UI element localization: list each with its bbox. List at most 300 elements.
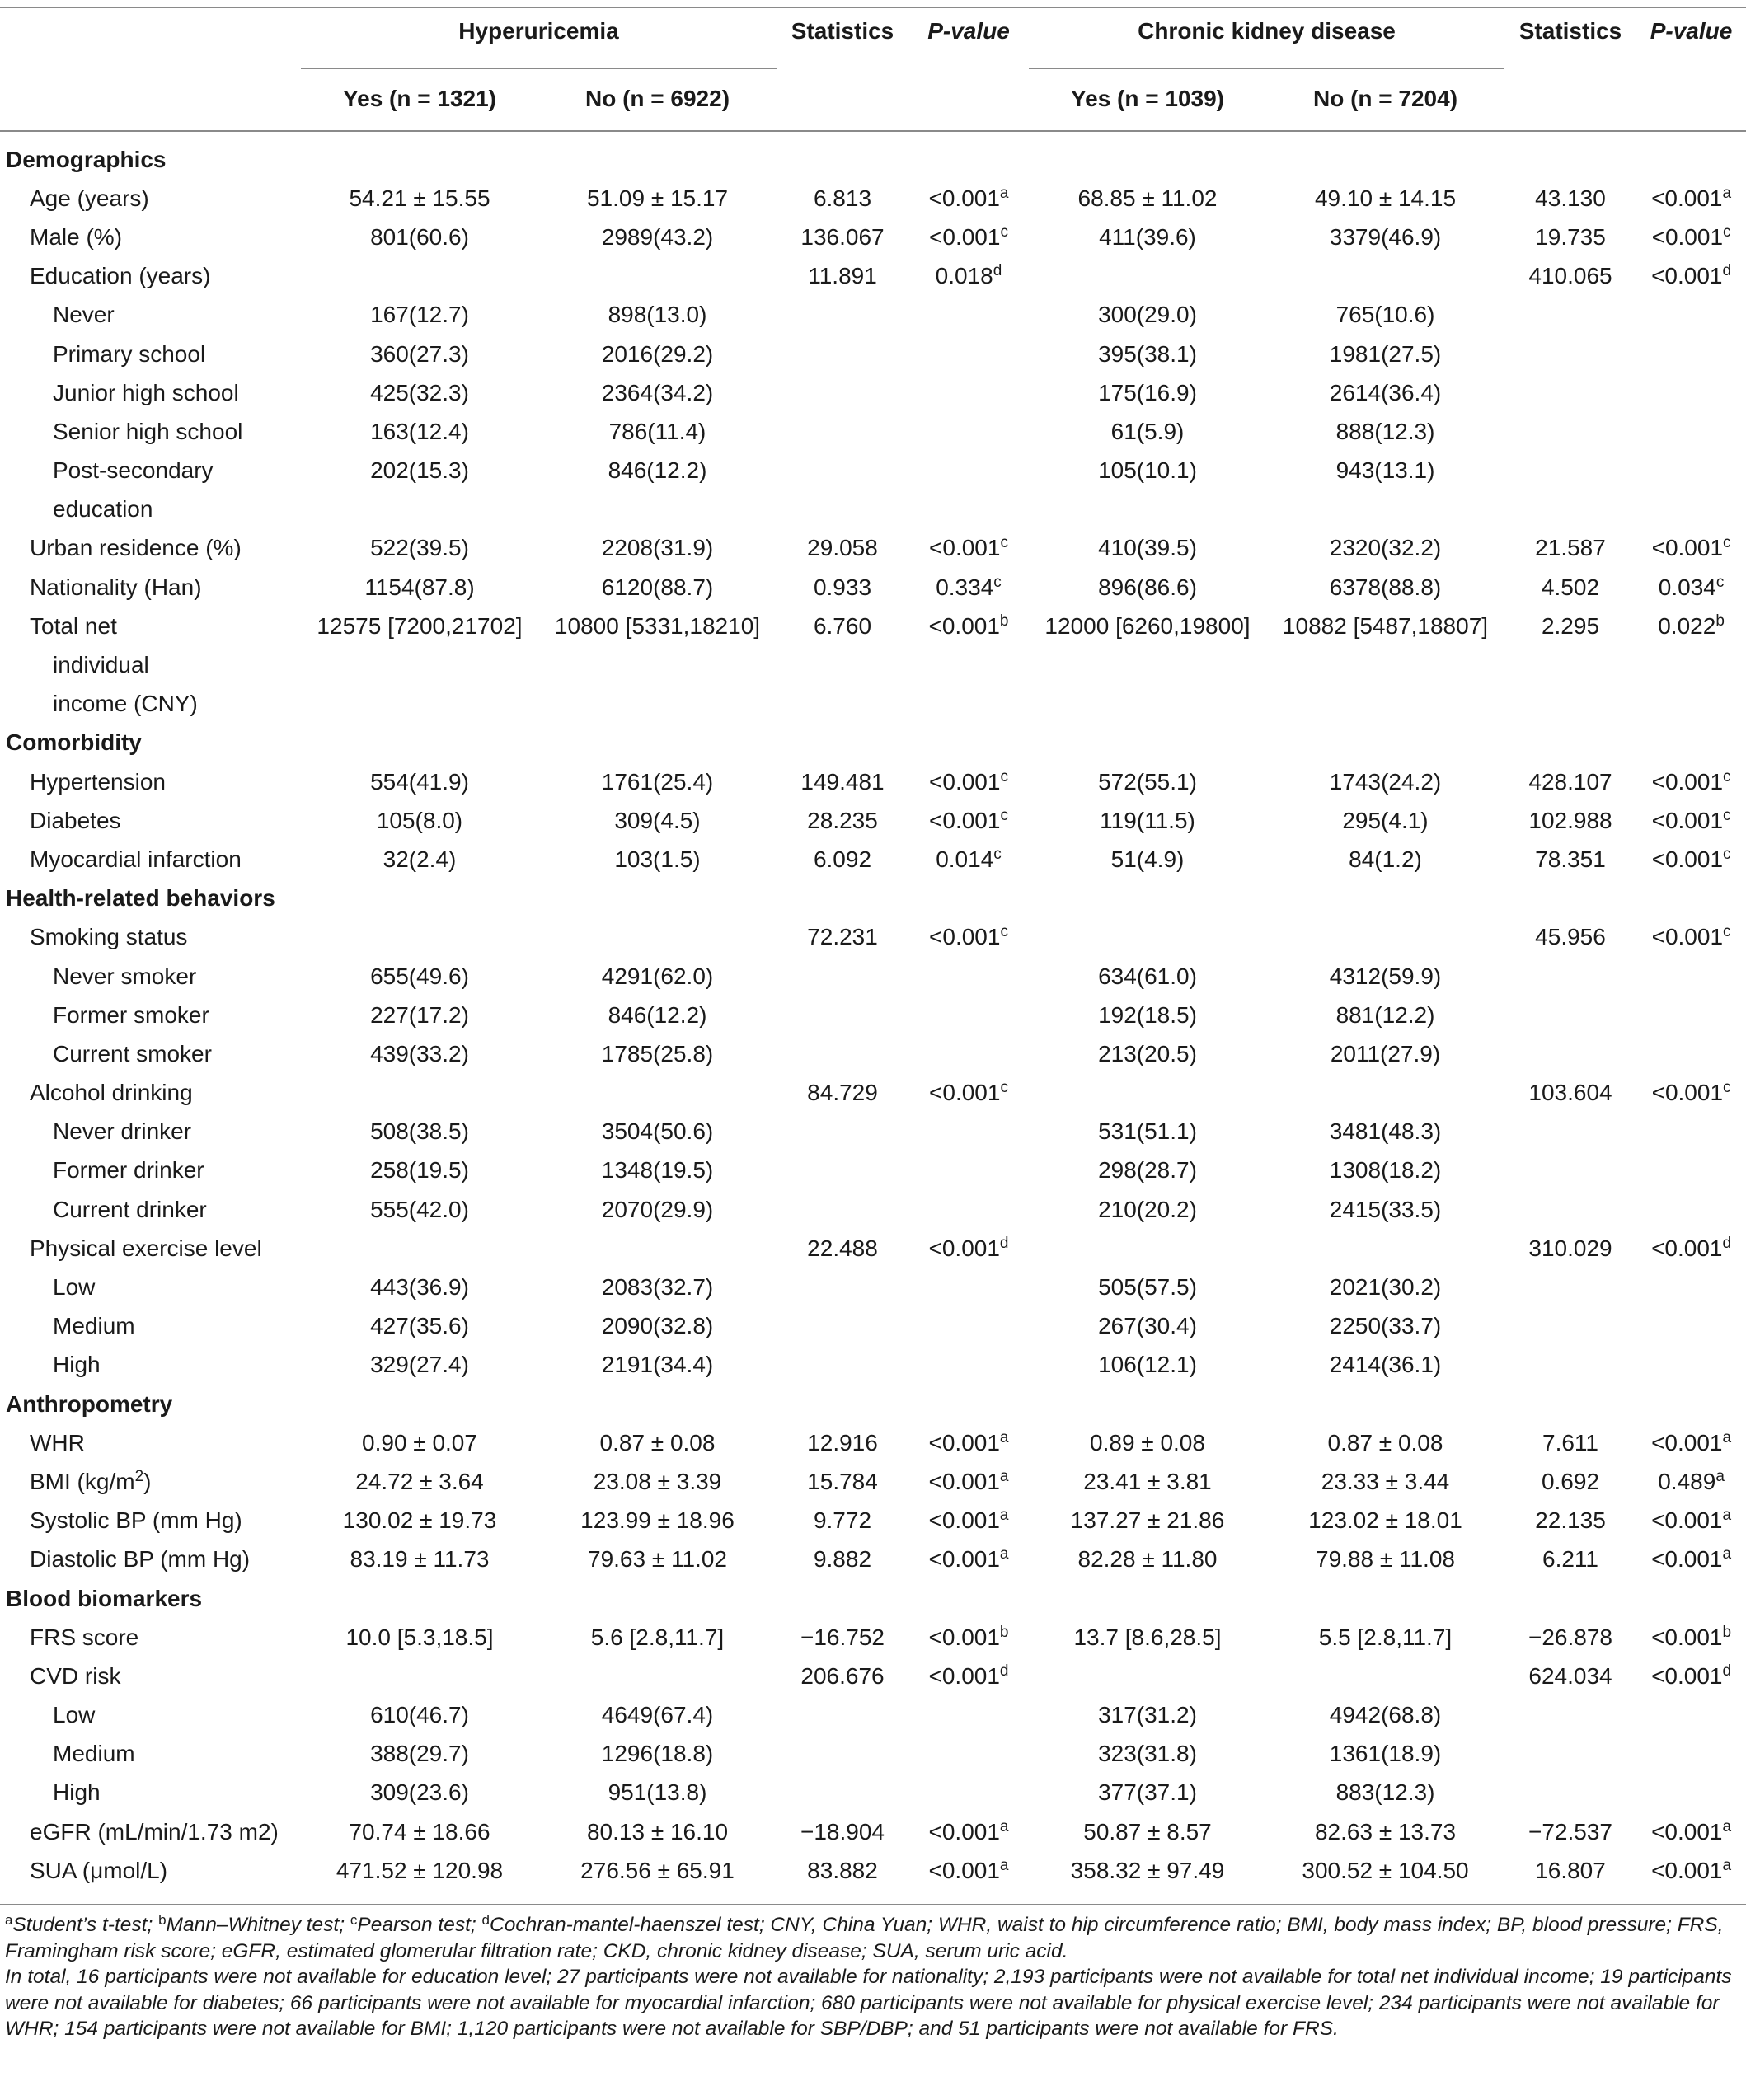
row-label — [0, 1307, 301, 1346]
test-marker: c — [1723, 806, 1731, 824]
hyperuricemia-no-cell — [538, 179, 777, 218]
header-pvalue-1-text: P-value — [927, 18, 1010, 44]
hyperuricemia-statistic-cell — [777, 1851, 908, 1890]
hyperuricemia-statistic-cell — [777, 1307, 908, 1346]
ckd-yes-cell — [1029, 490, 1266, 529]
hyperuricemia-statistic-cell — [777, 1462, 908, 1501]
cell-value: 439(33.2) — [370, 1040, 469, 1066]
cell-value: <0.001 — [1651, 1662, 1723, 1689]
cell-value: 11.891 — [808, 263, 877, 289]
table-row — [0, 996, 1746, 1034]
test-marker: c — [993, 845, 1002, 863]
ckd-no-cell — [1266, 1229, 1504, 1268]
test-marker: a — [999, 184, 1009, 202]
ckd-no-cell — [1266, 179, 1504, 218]
cell-value: 1761(25.4) — [601, 768, 714, 795]
table-row — [0, 1735, 1746, 1774]
row-label — [0, 1774, 301, 1812]
test-marker: d — [1722, 1234, 1732, 1252]
cell-value: 3379(46.9) — [1329, 223, 1442, 250]
table-row — [0, 1113, 1746, 1151]
test-marker: a — [999, 1545, 1009, 1563]
cell-value: 0.933 — [813, 574, 872, 600]
cell-value: <0.001 — [1651, 1507, 1723, 1534]
ckd-statistic-cell — [1504, 1696, 1636, 1735]
ckd-statistic-cell — [1504, 179, 1636, 218]
test-marker: a — [1722, 1856, 1732, 1874]
ckd-yes-cell — [1029, 762, 1266, 801]
cell-value: 10882 [5487,18807] — [1282, 612, 1489, 639]
ckd-statistic-cell — [1504, 1113, 1636, 1151]
row-label — [0, 840, 301, 879]
cell-value: 102.988 — [1528, 807, 1612, 833]
ckd-pvalue-cell — [1636, 1034, 1746, 1073]
group-rule-hyperuricemia — [301, 68, 777, 69]
ckd-yes-cell — [1029, 529, 1266, 568]
row-label-text: Systolic BP (mm Hg) — [30, 1507, 242, 1534]
cell-value: 309(23.6) — [370, 1779, 469, 1806]
cell-value: <0.001 — [928, 1857, 1000, 1883]
cell-value: 9.772 — [813, 1507, 872, 1534]
cell-value: 61(5.9) — [1110, 418, 1185, 444]
cell-value: 12.916 — [807, 1429, 878, 1455]
ckd-pvalue-cell — [1636, 645, 1746, 684]
cell-value: 15.784 — [807, 1468, 878, 1494]
cell-value: <0.001 — [1651, 924, 1724, 950]
data-table — [0, 140, 1746, 1890]
section-heading — [0, 1385, 1746, 1423]
hyperuricemia-statistic-cell — [777, 1151, 908, 1190]
table-row — [0, 685, 1746, 724]
hyperuricemia-yes-cell — [301, 412, 538, 451]
ckd-statistic-cell — [1504, 957, 1636, 996]
cell-value: <0.001 — [1651, 1546, 1723, 1573]
row-label — [0, 996, 301, 1034]
cell-value: <0.001 — [1651, 846, 1724, 872]
test-marker: a — [1722, 1507, 1732, 1525]
ckd-no-cell — [1266, 568, 1504, 607]
hyperuricemia-yes-cell — [301, 257, 538, 296]
hyperuricemia-yes-cell — [301, 1540, 538, 1579]
ckd-no-cell — [1266, 1034, 1504, 1073]
test-marker: a — [999, 1817, 1009, 1835]
row-label-text: SUA (μmol/L) — [30, 1857, 168, 1883]
hyperuricemia-statistic-cell — [777, 1268, 908, 1306]
hyperuricemia-no-cell — [538, 1151, 777, 1190]
hyperuricemia-yes-cell — [301, 762, 538, 801]
hyperuricemia-yes-cell — [301, 685, 538, 724]
cell-value: 428.107 — [1528, 768, 1612, 795]
test-marker: c — [1000, 223, 1008, 241]
cell-value: 210(20.2) — [1098, 1196, 1197, 1222]
hyperuricemia-yes-cell — [301, 179, 538, 218]
cell-value: 2070(29.9) — [601, 1196, 714, 1222]
ckd-no-cell — [1266, 257, 1504, 296]
ckd-yes-cell — [1029, 296, 1266, 335]
cell-value: 309(4.5) — [614, 807, 701, 833]
cell-value: 276.56 ± 65.91 — [580, 1857, 735, 1883]
row-label-text: individual — [53, 652, 149, 678]
ckd-statistic-cell — [1504, 1618, 1636, 1657]
row-label-text: Never smoker — [53, 963, 197, 989]
cell-value: <0.001 — [1651, 1624, 1723, 1650]
ckd-no-cell — [1266, 1307, 1504, 1346]
cell-value: 12000 [6260,19800] — [1044, 612, 1251, 639]
row-label-text: BMI (kg/m — [30, 1468, 135, 1494]
header-pvalue-2-text: P-value — [1650, 18, 1733, 44]
cell-value: <0.001 — [928, 1624, 1000, 1650]
hyperuricemia-no-cell — [538, 645, 777, 684]
cell-value: <0.001 — [1651, 1818, 1723, 1845]
row-label — [0, 296, 301, 335]
cell-value: 2364(34.2) — [601, 379, 714, 405]
cell-value: 72.231 — [807, 924, 878, 950]
hyperuricemia-statistic-cell — [777, 996, 908, 1034]
cell-value: 522(39.5) — [370, 535, 469, 561]
hyperuricemia-no-cell — [538, 1074, 777, 1113]
ckd-no-cell — [1266, 1346, 1504, 1385]
header-yes-ckd: Yes (n = 1039) — [1070, 86, 1224, 111]
ckd-statistic-cell — [1504, 373, 1636, 412]
ckd-statistic-cell — [1504, 1423, 1636, 1462]
ckd-statistic-cell — [1504, 257, 1636, 296]
ckd-statistic-cell — [1504, 1462, 1636, 1501]
ckd-yes-cell — [1029, 1657, 1266, 1695]
cell-value: 4291(62.0) — [601, 963, 714, 989]
table-row — [0, 373, 1746, 412]
ckd-statistic-cell — [1504, 1502, 1636, 1540]
ckd-no-cell — [1266, 218, 1504, 256]
cell-value: 411(39.6) — [1099, 223, 1196, 250]
table-row — [0, 529, 1746, 568]
table-row — [0, 412, 1746, 451]
footnote-marker-d: d — [481, 1912, 490, 1928]
ckd-yes-cell — [1029, 685, 1266, 724]
cell-value: <0.001 — [929, 807, 1001, 833]
ckd-statistic-cell — [1504, 1268, 1636, 1306]
row-label — [0, 1812, 301, 1851]
hyperuricemia-pvalue-cell — [908, 1190, 1029, 1229]
hyperuricemia-statistic-cell — [777, 685, 908, 724]
hyperuricemia-statistic-cell — [777, 1034, 908, 1073]
table-row — [0, 1307, 1746, 1346]
cell-value: <0.001 — [928, 1235, 1000, 1261]
cell-value: 175(16.9) — [1098, 379, 1197, 405]
cell-value: 19.735 — [1535, 223, 1606, 250]
table-row — [0, 1502, 1746, 1540]
table-row — [0, 452, 1746, 490]
footnote-marker-c: c — [350, 1912, 358, 1928]
hyperuricemia-yes-cell — [301, 1034, 538, 1073]
hyperuricemia-pvalue-cell — [908, 1774, 1029, 1812]
ckd-no-cell — [1266, 1696, 1504, 1735]
cell-value: 471.52 ± 120.98 — [336, 1857, 504, 1883]
ckd-statistic-cell — [1504, 762, 1636, 801]
top-rule — [0, 7, 1746, 8]
cell-value: 6120(88.7) — [601, 574, 714, 600]
ckd-no-cell — [1266, 762, 1504, 801]
cell-value: 80.13 ± 16.10 — [586, 1818, 729, 1845]
row-label — [0, 257, 301, 296]
cell-value: 82.63 ± 13.73 — [1314, 1818, 1457, 1845]
row-label — [0, 1268, 301, 1306]
hyperuricemia-yes-cell — [301, 218, 538, 256]
hyperuricemia-yes-cell — [301, 1190, 538, 1229]
hyperuricemia-pvalue-cell — [908, 1696, 1029, 1735]
hyperuricemia-pvalue-cell — [908, 1151, 1029, 1190]
cell-value: 29.058 — [807, 535, 878, 561]
cell-value: 267(30.4) — [1098, 1313, 1197, 1339]
cell-value: 84.729 — [807, 1080, 878, 1106]
row-label — [0, 179, 301, 218]
cell-value: 425(32.3) — [370, 379, 469, 405]
table-row — [0, 1462, 1746, 1501]
cell-value: 7.611 — [1542, 1429, 1598, 1455]
row-label — [0, 529, 301, 568]
ckd-pvalue-cell — [1636, 1074, 1746, 1113]
hyperuricemia-no-cell — [538, 918, 777, 957]
cell-value: 54.21 ± 15.55 — [349, 185, 490, 211]
ckd-pvalue-cell — [1636, 1540, 1746, 1579]
hyperuricemia-pvalue-cell — [908, 1268, 1029, 1306]
hyperuricemia-pvalue-cell — [908, 490, 1029, 529]
ckd-pvalue-cell — [1636, 452, 1746, 490]
table-row — [0, 645, 1746, 684]
cell-value: 360(27.3) — [370, 340, 469, 367]
cell-value: <0.001 — [928, 1546, 1000, 1573]
cell-value: 943(13.1) — [1335, 457, 1435, 484]
ckd-pvalue-cell — [1636, 1113, 1746, 1151]
ckd-yes-cell — [1029, 1423, 1266, 1462]
cell-value: <0.001 — [928, 1507, 1000, 1534]
hyperuricemia-pvalue-cell — [908, 529, 1029, 568]
hyperuricemia-statistic-cell — [777, 801, 908, 840]
hyperuricemia-yes-cell — [301, 1151, 538, 1190]
row-label-text: WHR — [30, 1429, 85, 1455]
ckd-pvalue-cell — [1636, 568, 1746, 607]
ckd-statistic-cell — [1504, 1034, 1636, 1073]
cell-value: <0.001 — [929, 768, 1001, 795]
hyperuricemia-no-cell — [538, 452, 777, 490]
hyperuricemia-pvalue-cell — [908, 1346, 1029, 1385]
cell-value: 82.28 ± 11.80 — [1077, 1546, 1218, 1573]
hyperuricemia-pvalue-cell — [908, 918, 1029, 957]
row-label — [0, 1346, 301, 1385]
ckd-pvalue-cell — [1636, 801, 1746, 840]
test-marker: b — [1715, 612, 1725, 630]
ckd-pvalue-cell — [1636, 529, 1746, 568]
cell-value: 32(2.4) — [383, 846, 457, 872]
row-label — [0, 218, 301, 256]
test-marker: c — [1723, 534, 1731, 552]
cell-value: 123.02 ± 18.01 — [1308, 1507, 1462, 1534]
test-marker: c — [1000, 806, 1008, 824]
cell-value: <0.001 — [1651, 223, 1724, 250]
row-label-tail: ) — [143, 1468, 152, 1494]
cell-value: 22.135 — [1535, 1507, 1606, 1534]
cell-value: −26.878 — [1528, 1624, 1612, 1650]
ckd-pvalue-cell — [1636, 840, 1746, 879]
row-label-text: Medium — [53, 1741, 135, 1767]
cell-value: 298(28.7) — [1098, 1157, 1197, 1184]
row-label-text: Current smoker — [53, 1040, 212, 1066]
cell-value: 136.067 — [800, 223, 885, 250]
test-marker: b — [999, 612, 1009, 630]
cell-value: 0.692 — [1541, 1468, 1600, 1494]
hyperuricemia-pvalue-cell — [908, 296, 1029, 335]
footer-rule — [0, 1904, 1746, 1905]
cell-value: 531(51.1) — [1098, 1118, 1197, 1145]
cell-value: 2016(29.2) — [601, 340, 714, 367]
row-label — [0, 957, 301, 996]
cell-value: <0.001 — [929, 223, 1001, 250]
cell-value: 167(12.7) — [370, 302, 469, 328]
row-label-text: Physical exercise level — [30, 1235, 262, 1261]
row-label-text: Low — [53, 1702, 96, 1728]
row-label — [0, 1151, 301, 1190]
cell-value: 505(57.5) — [1098, 1274, 1197, 1301]
row-label-text: High — [53, 1352, 101, 1378]
ckd-statistic-cell — [1504, 918, 1636, 957]
hyperuricemia-statistic-cell — [777, 1735, 908, 1774]
cell-value: 883(12.3) — [1335, 1779, 1435, 1806]
test-marker: c — [1723, 845, 1731, 863]
table-row — [0, 1618, 1746, 1657]
hyperuricemia-yes-cell — [301, 452, 538, 490]
ckd-yes-cell — [1029, 1851, 1266, 1890]
row-label-text: Diastolic BP (mm Hg) — [30, 1546, 251, 1573]
ckd-statistic-cell — [1504, 1812, 1636, 1851]
row-label — [0, 1735, 301, 1774]
hyperuricemia-pvalue-cell — [908, 1502, 1029, 1540]
ckd-pvalue-cell — [1636, 607, 1746, 645]
ckd-statistic-cell — [1504, 1851, 1636, 1890]
ckd-yes-cell — [1029, 335, 1266, 373]
cell-value: 3504(50.6) — [601, 1118, 714, 1145]
ckd-no-cell — [1266, 529, 1504, 568]
hyperuricemia-no-cell — [538, 996, 777, 1034]
ckd-yes-cell — [1029, 1735, 1266, 1774]
test-marker: c — [1723, 923, 1731, 941]
section-row — [0, 1385, 1746, 1423]
hyperuricemia-statistic-cell — [777, 179, 908, 218]
cell-value: 300(29.0) — [1098, 302, 1197, 328]
ckd-yes-cell — [1029, 1307, 1266, 1346]
cell-value: 2011(27.9) — [1330, 1040, 1441, 1066]
cell-value: <0.001 — [929, 535, 1001, 561]
hyperuricemia-pvalue-cell — [908, 257, 1029, 296]
cell-value: 105(8.0) — [376, 807, 463, 833]
hyperuricemia-no-cell — [538, 1462, 777, 1501]
cell-value: 84(1.2) — [1349, 846, 1422, 872]
cell-value: −72.537 — [1528, 1818, 1612, 1845]
hyperuricemia-no-cell — [538, 1696, 777, 1735]
ckd-no-cell — [1266, 490, 1504, 529]
cell-value: <0.001 — [928, 1818, 1000, 1845]
ckd-no-cell — [1266, 918, 1504, 957]
row-label — [0, 1113, 301, 1151]
ckd-yes-cell — [1029, 452, 1266, 490]
header-no-ckd: No (n = 7204) — [1312, 86, 1458, 111]
cell-value: 45.956 — [1535, 924, 1606, 950]
cell-value: 2320(32.2) — [1329, 535, 1442, 561]
ckd-yes-cell — [1029, 179, 1266, 218]
row-label-text: Male (%) — [30, 223, 123, 250]
hyperuricemia-statistic-cell — [777, 1502, 908, 1540]
hyperuricemia-pvalue-cell — [908, 1851, 1029, 1890]
hyperuricemia-pvalue-cell — [908, 1113, 1029, 1151]
hyperuricemia-statistic-cell — [777, 1812, 908, 1851]
cell-value: 2083(32.7) — [601, 1274, 714, 1301]
row-label-text: Alcohol drinking — [30, 1080, 193, 1106]
hyperuricemia-pvalue-cell — [908, 762, 1029, 801]
hyperuricemia-yes-cell — [301, 957, 538, 996]
hyperuricemia-no-cell — [538, 335, 777, 373]
ckd-no-cell — [1266, 1618, 1504, 1657]
cell-value: 163(12.4) — [370, 418, 469, 444]
table-row — [0, 218, 1746, 256]
test-marker: c — [1000, 767, 1008, 785]
cell-value: 624.034 — [1528, 1662, 1612, 1689]
cell-value: 23.41 ± 3.81 — [1083, 1468, 1212, 1494]
hyperuricemia-statistic-cell — [777, 529, 908, 568]
row-label — [0, 1540, 301, 1579]
hyperuricemia-statistic-cell — [777, 490, 908, 529]
row-label-text: Nationality (Han) — [30, 574, 202, 600]
hyperuricemia-no-cell — [538, 1812, 777, 1851]
cell-value: 0.87 ± 0.08 — [1327, 1429, 1443, 1455]
ckd-pvalue-cell — [1636, 1696, 1746, 1735]
hyperuricemia-statistic-cell — [777, 1346, 908, 1385]
table-row — [0, 296, 1746, 335]
ckd-yes-cell — [1029, 1696, 1266, 1735]
ckd-pvalue-cell — [1636, 1190, 1746, 1229]
ckd-pvalue-cell — [1636, 335, 1746, 373]
row-label-text: Diabetes — [30, 807, 121, 833]
test-marker: b — [1722, 1623, 1732, 1641]
row-label — [0, 412, 301, 451]
row-label-text: Comorbidity — [6, 729, 142, 756]
hyperuricemia-statistic-cell — [777, 607, 908, 645]
cell-value: 50.87 ± 8.57 — [1083, 1818, 1212, 1845]
ckd-yes-cell — [1029, 801, 1266, 840]
ckd-no-cell — [1266, 1735, 1504, 1774]
header-pvalue-1 — [908, 18, 1029, 45]
cell-value: 10800 [5331,18210] — [554, 612, 761, 639]
cell-value: 3481(48.3) — [1329, 1118, 1442, 1145]
ckd-statistic-cell — [1504, 1346, 1636, 1385]
row-label-text: Demographics — [6, 146, 167, 172]
cell-value: 0.89 ± 0.08 — [1090, 1429, 1205, 1455]
hyperuricemia-pvalue-cell — [908, 1618, 1029, 1657]
cell-value: 213(20.5) — [1098, 1040, 1197, 1066]
cell-value: 1296(18.8) — [601, 1741, 714, 1767]
test-marker: c — [1723, 1079, 1731, 1097]
hyperuricemia-yes-cell — [301, 1774, 538, 1812]
cell-value: 13.7 [8.6,28.5] — [1073, 1624, 1222, 1650]
cell-value: 388(29.7) — [370, 1741, 469, 1767]
hyperuricemia-statistic-cell — [777, 1423, 908, 1462]
hyperuricemia-pvalue-cell — [908, 179, 1029, 218]
table-row — [0, 257, 1746, 296]
cell-value: 23.33 ± 3.44 — [1321, 1468, 1450, 1494]
ckd-pvalue-cell — [1636, 996, 1746, 1034]
cell-value: 2989(43.2) — [601, 223, 714, 250]
hyperuricemia-pvalue-cell — [908, 1540, 1029, 1579]
ckd-pvalue-cell — [1636, 1735, 1746, 1774]
ckd-no-cell — [1266, 645, 1504, 684]
cell-value: 6.760 — [813, 612, 872, 639]
